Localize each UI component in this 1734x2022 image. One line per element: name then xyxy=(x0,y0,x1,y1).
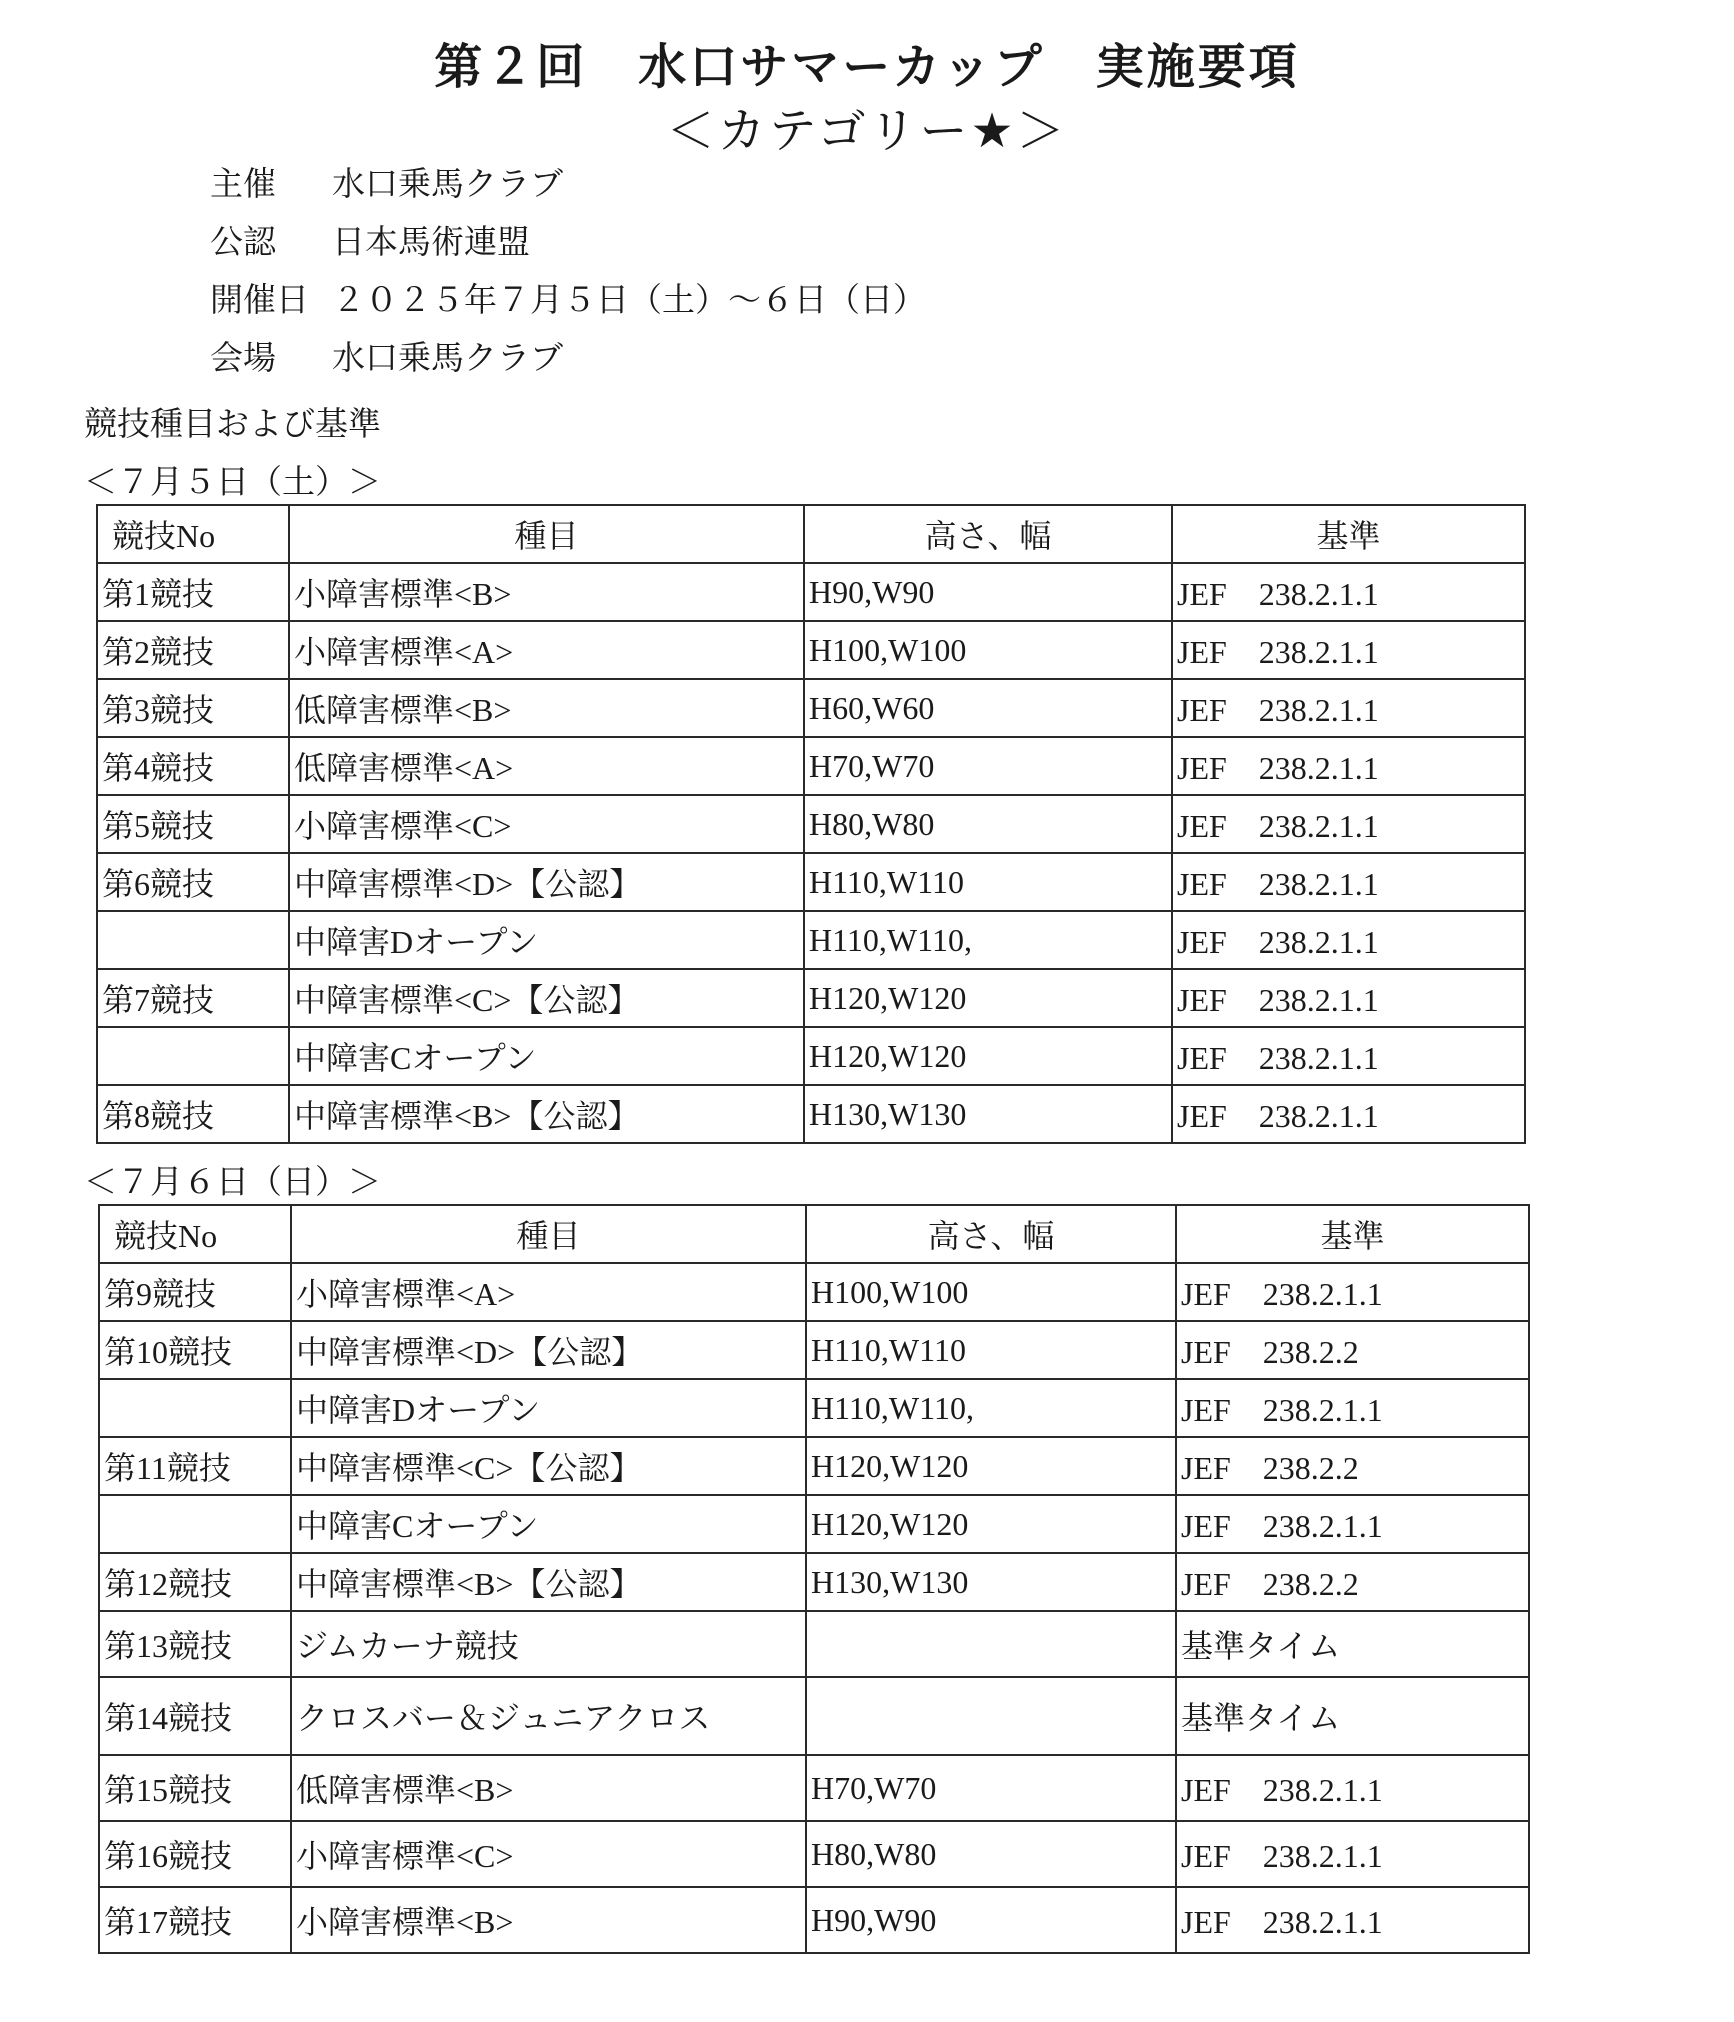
table-row xyxy=(99,1677,1529,1755)
document-title: 第２回 水口サマーカップ 実施要項 xyxy=(434,39,1300,95)
event-type-cell: 中障害標準<D>【公認】 xyxy=(291,1321,806,1379)
event-no-cell: 第2競技 xyxy=(97,621,289,679)
event-no-cell xyxy=(97,911,289,969)
table-row xyxy=(99,1263,1529,1321)
header-height-width: 高さ、幅 xyxy=(806,1205,1176,1263)
height-width-cell: H90,W90 xyxy=(806,1887,1176,1953)
info-key: 主催 xyxy=(210,164,276,203)
event-type-cell: 中障害Cオープン xyxy=(291,1495,806,1553)
standard-cell: 基準タイム xyxy=(1176,1611,1529,1677)
event-no-cell: 第4競技 xyxy=(97,737,289,795)
event-no-cell: 第8競技 xyxy=(97,1085,289,1143)
header-standard: 基準 xyxy=(1176,1205,1529,1263)
standard-cell: JEF 238.2.1.1 xyxy=(1172,679,1525,737)
height-width-cell: H60,W60 xyxy=(804,679,1172,737)
height-width-cell: H90,W90 xyxy=(804,563,1172,621)
info-value: 水口乗馬クラブ xyxy=(332,338,563,377)
day1-label: ＜７月５日（土）＞ xyxy=(84,462,381,501)
event-type-cell: 中障害標準<C>【公認】 xyxy=(289,969,804,1027)
event-type-cell: 中障害Cオープン xyxy=(289,1027,804,1085)
height-width-cell: H120,W120 xyxy=(806,1437,1176,1495)
header-standard: 基準 xyxy=(1172,505,1525,563)
table-row xyxy=(97,969,1525,1027)
event-type-cell: 中障害標準<B>【公認】 xyxy=(291,1553,806,1611)
event-no-cell: 第16競技 xyxy=(99,1821,291,1887)
height-width-cell: H120,W120 xyxy=(804,969,1172,1027)
height-width-cell: H110,W110, xyxy=(806,1379,1176,1437)
standard-cell: JEF 238.2.1.1 xyxy=(1172,737,1525,795)
table-row xyxy=(99,1611,1529,1677)
event-type-cell: 小障害標準<B> xyxy=(289,563,804,621)
height-width-cell: H70,W70 xyxy=(804,737,1172,795)
table-row xyxy=(99,1437,1529,1495)
height-width-cell: H110,W110, xyxy=(804,911,1172,969)
header-event-type: 種目 xyxy=(291,1205,806,1263)
event-no-cell: 第17競技 xyxy=(99,1887,291,1953)
event-type-cell: クロスバー＆ジュニアクロス xyxy=(291,1677,806,1755)
info-organizer xyxy=(210,164,563,204)
event-no-cell: 第13競技 xyxy=(99,1611,291,1677)
standard-cell: JEF 238.2.1.1 xyxy=(1176,1821,1529,1887)
event-type-cell: 中障害標準<B>【公認】 xyxy=(289,1085,804,1143)
table-row xyxy=(97,737,1525,795)
event-no-cell xyxy=(97,1027,289,1085)
event-type-cell: 低障害標準<B> xyxy=(289,679,804,737)
height-width-cell: H130,W130 xyxy=(804,1085,1172,1143)
event-type-cell: 小障害標準<A> xyxy=(289,621,804,679)
table-row xyxy=(97,911,1525,969)
event-type-cell: 小障害標準<C> xyxy=(289,795,804,853)
event-no-cell: 第1競技 xyxy=(97,563,289,621)
height-width-cell: H80,W80 xyxy=(806,1821,1176,1887)
event-no-cell: 第11競技 xyxy=(99,1437,291,1495)
height-width-cell xyxy=(806,1677,1176,1755)
table-row xyxy=(99,1321,1529,1379)
standard-cell: JEF 238.2.1.1 xyxy=(1172,969,1525,1027)
table-row xyxy=(99,1495,1529,1553)
event-no-cell: 第12競技 xyxy=(99,1553,291,1611)
table-row xyxy=(99,1553,1529,1611)
standard-cell: JEF 238.2.2 xyxy=(1176,1437,1529,1495)
height-width-cell: H110,W110 xyxy=(804,853,1172,911)
table-row xyxy=(97,1085,1525,1143)
info-date xyxy=(210,280,926,320)
event-no-cell: 第15競技 xyxy=(99,1755,291,1821)
section-title: 競技種目および基準 xyxy=(84,404,381,443)
table-row xyxy=(97,853,1525,911)
event-type-cell: 小障害標準<B> xyxy=(291,1887,806,1953)
event-no-cell: 第6競技 xyxy=(97,853,289,911)
table-row xyxy=(99,1887,1529,1953)
table-header-row xyxy=(99,1205,1529,1263)
height-width-cell xyxy=(806,1611,1176,1677)
standard-cell: JEF 238.2.1.1 xyxy=(1172,563,1525,621)
standard-cell: JEF 238.2.2 xyxy=(1176,1321,1529,1379)
event-type-cell: 中障害標準<D>【公認】 xyxy=(289,853,804,911)
header-height-width: 高さ、幅 xyxy=(804,505,1172,563)
header-event-type: 種目 xyxy=(289,505,804,563)
standard-cell: JEF 238.2.1.1 xyxy=(1176,1755,1529,1821)
height-width-cell: H120,W120 xyxy=(804,1027,1172,1085)
table-row xyxy=(97,621,1525,679)
standard-cell: JEF 238.2.1.1 xyxy=(1172,911,1525,969)
table-row xyxy=(97,795,1525,853)
event-type-cell: 低障害標準<A> xyxy=(289,737,804,795)
info-key: 会場 xyxy=(210,338,276,377)
table-row xyxy=(97,679,1525,737)
standard-cell: JEF 238.2.1.1 xyxy=(1172,1085,1525,1143)
event-no-cell: 第5競技 xyxy=(97,795,289,853)
standard-cell: 基準タイム xyxy=(1176,1677,1529,1755)
height-width-cell: H130,W130 xyxy=(806,1553,1176,1611)
height-width-cell: H70,W70 xyxy=(806,1755,1176,1821)
event-no-cell xyxy=(99,1495,291,1553)
table-row xyxy=(97,1027,1525,1085)
info-value: 日本馬術連盟 xyxy=(332,222,530,261)
info-value: 水口乗馬クラブ xyxy=(332,164,563,203)
table-row xyxy=(99,1755,1529,1821)
info-key: 公認 xyxy=(210,222,276,261)
day2-table xyxy=(98,1204,1530,1954)
standard-cell: JEF 238.2.1.1 xyxy=(1176,1887,1529,1953)
info-value: ２０２５年７月５日（土）～６日（日） xyxy=(332,280,926,319)
info-key: 開催日 xyxy=(210,280,309,319)
standard-cell: JEF 238.2.1.1 xyxy=(1172,621,1525,679)
height-width-cell: H110,W110 xyxy=(806,1321,1176,1379)
info-approval xyxy=(210,222,530,262)
document-subtitle: ＜カテゴリー★＞ xyxy=(666,103,1068,159)
table-row xyxy=(99,1821,1529,1887)
table-row xyxy=(97,563,1525,621)
event-type-cell: 小障害標準<C> xyxy=(291,1821,806,1887)
event-no-cell: 第10競技 xyxy=(99,1321,291,1379)
table-header-row xyxy=(97,505,1525,563)
event-no-cell: 第7競技 xyxy=(97,969,289,1027)
standard-cell: JEF 238.2.1.1 xyxy=(1176,1379,1529,1437)
height-width-cell: H80,W80 xyxy=(804,795,1172,853)
standard-cell: JEF 238.2.2 xyxy=(1176,1553,1529,1611)
header-event-no: 競技No xyxy=(99,1205,291,1263)
event-no-cell: 第9競技 xyxy=(99,1263,291,1321)
event-no-cell xyxy=(99,1379,291,1437)
event-type-cell: 低障害標準<B> xyxy=(291,1755,806,1821)
event-no-cell: 第3競技 xyxy=(97,679,289,737)
table-row xyxy=(99,1379,1529,1437)
event-type-cell: 中障害標準<C>【公認】 xyxy=(291,1437,806,1495)
event-type-cell: 中障害Dオープン xyxy=(291,1379,806,1437)
event-no-cell: 第14競技 xyxy=(99,1677,291,1755)
event-type-cell: ジムカーナ競技 xyxy=(291,1611,806,1677)
day1-table xyxy=(96,504,1526,1144)
standard-cell: JEF 238.2.1.1 xyxy=(1172,853,1525,911)
height-width-cell: H100,W100 xyxy=(806,1263,1176,1321)
standard-cell: JEF 238.2.1.1 xyxy=(1176,1495,1529,1553)
day2-label: ＜７月６日（日）＞ xyxy=(84,1162,381,1201)
header-event-no: 競技No xyxy=(97,505,289,563)
info-venue xyxy=(210,338,563,378)
standard-cell: JEF 238.2.1.1 xyxy=(1176,1263,1529,1321)
standard-cell: JEF 238.2.1.1 xyxy=(1172,1027,1525,1085)
standard-cell: JEF 238.2.1.1 xyxy=(1172,795,1525,853)
event-type-cell: 中障害Dオープン xyxy=(289,911,804,969)
event-type-cell: 小障害標準<A> xyxy=(291,1263,806,1321)
height-width-cell: H100,W100 xyxy=(804,621,1172,679)
height-width-cell: H120,W120 xyxy=(806,1495,1176,1553)
